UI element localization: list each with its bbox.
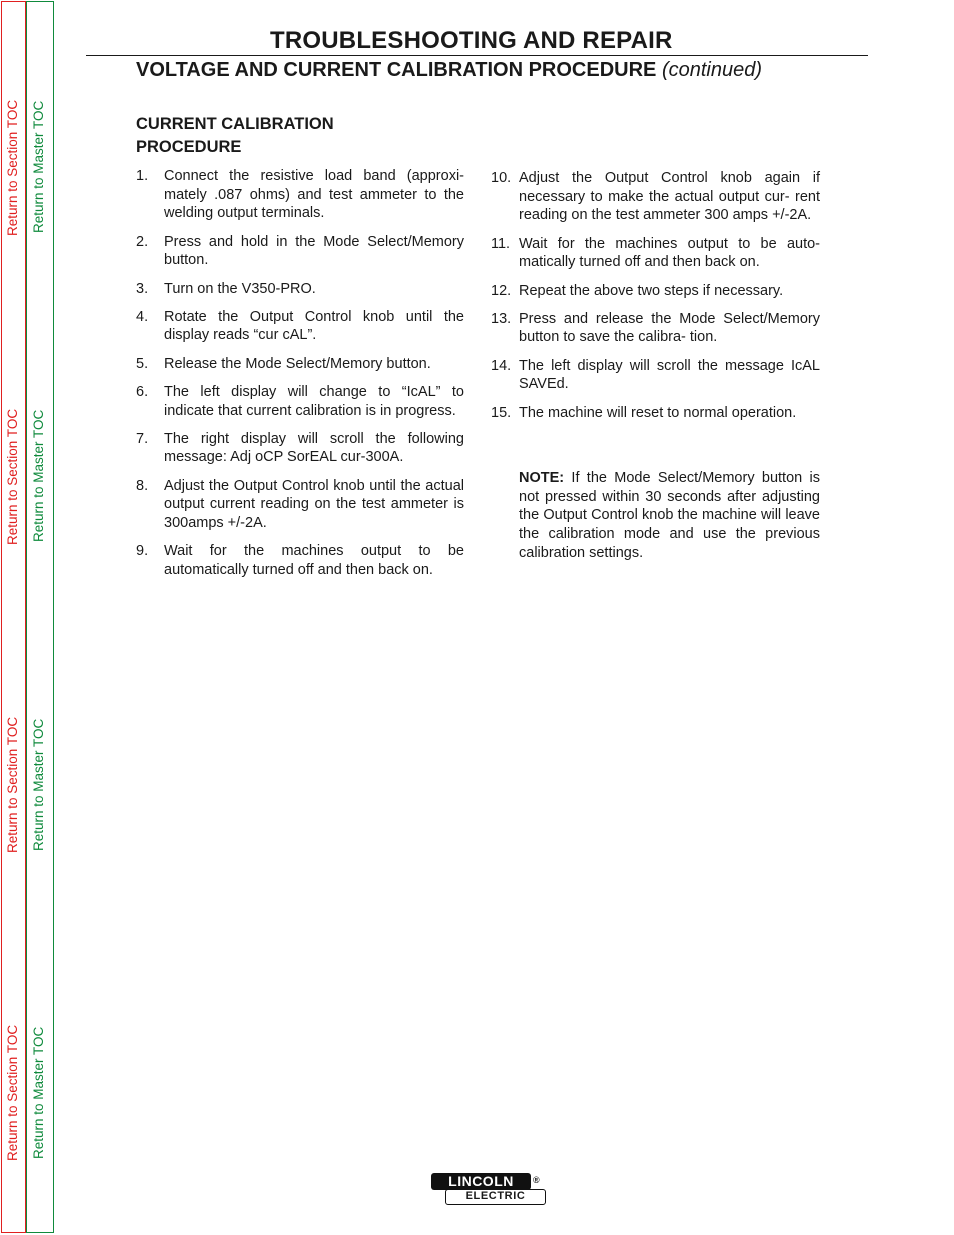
note-text: If the Mode Select/Memory button is not pressed within 30 seconds after adjusting the Output Control knob the machine will leave the calibration mode and use the previous calibration settings.: [519, 470, 820, 561]
step-text: Press and release the Mode Select/Memory button to save the calibra- tion.: [519, 310, 820, 346]
step-text: Adjust the Output Control knob until the actual output current reading on the test ammeter is 300amps +/-2A.: [164, 477, 464, 532]
step-text: The right display will scroll the following message: Adj oCP SorEAL cur-300A.: [164, 430, 464, 466]
step-text: Press and hold in the Mode Select/Memory button.: [164, 233, 464, 269]
step-number: 11.: [491, 235, 511, 252]
step-number: 9.: [136, 543, 149, 560]
step-item: [491, 404, 820, 423]
step-item: [491, 282, 820, 301]
step-text: The left display will change to “IcAL” to indicate that current calibration is in progress.: [164, 383, 464, 419]
step-text: Connect the resistive load band (approxi- mately .087 ohms) and test ammeter to the welding output terminals.: [164, 168, 464, 222]
step-item: [136, 383, 464, 420]
step-text: Wait for the machines output to be automatically turned off and then back on.: [164, 543, 464, 578]
step-text: Repeat the above two steps if necessary.: [519, 282, 784, 299]
page-title: TROUBLESHOOTING AND REPAIR: [270, 27, 673, 54]
step-text: Turn on the V350-PRO.: [164, 280, 316, 297]
return-to-master-toc-link[interactable]: Return to Master TOC: [31, 1026, 46, 1159]
step-item: [136, 233, 464, 270]
step-item: [136, 542, 464, 579]
steps-left-column: [136, 167, 464, 589]
return-to-master-toc-link[interactable]: Return to Master TOC: [31, 718, 46, 851]
step-text: Adjust the Output Control knob again if necessary to make the actual output cur- rent reading on the test ammeter 300 amps +/-2A.: [519, 170, 820, 224]
step-number: 4.: [136, 308, 149, 325]
logo-electric: ELECTRIC: [445, 1189, 546, 1205]
step-number: 12.: [491, 282, 512, 299]
section-heading: [136, 113, 436, 159]
step-number: 8.: [136, 477, 149, 494]
lincoln-electric-logo: [431, 1173, 548, 1207]
subtitle-continued: (continued): [661, 59, 762, 81]
return-to-master-toc-link[interactable]: Return to Master TOC: [31, 100, 46, 233]
step-number: 6.: [136, 383, 149, 400]
step-number: 2.: [136, 233, 149, 250]
title-divider: [86, 55, 868, 56]
step-number: 10.: [491, 170, 512, 186]
step-item: [491, 357, 820, 394]
calibration-note: [519, 469, 820, 563]
step-item: [136, 477, 464, 533]
step-number: 13.: [491, 310, 512, 327]
step-item: [491, 310, 820, 347]
step-item: [136, 167, 464, 223]
step-number: 7.: [136, 430, 149, 447]
step-text: Release the Mode Select/Memory button.: [164, 355, 431, 372]
step-number: 14.: [491, 357, 512, 374]
step-text: Rotate the Output Control knob until the display reads “cur cAL”.: [164, 308, 464, 344]
section-heading-line1: CURRENT CALIBRATION: [136, 115, 334, 133]
return-to-section-toc-link[interactable]: Return to Section TOC: [5, 408, 20, 545]
step-number: 3.: [136, 280, 149, 297]
step-item: [136, 430, 464, 467]
step-item: [491, 169, 820, 225]
step-text: Wait for the machines output to be auto- matically turned off and then back on.: [519, 235, 820, 271]
logo-registered-mark: ®: [533, 1175, 540, 1185]
step-item: [136, 355, 464, 374]
step-number: 5.: [136, 355, 149, 372]
page-subtitle: [136, 59, 762, 82]
subtitle-text: VOLTAGE AND CURRENT CALIBRATION PROCEDURE: [136, 59, 657, 81]
return-to-section-toc-link[interactable]: Return to Section TOC: [5, 1024, 20, 1161]
note-label: NOTE:: [519, 470, 565, 486]
logo-lincoln: LINCOLN: [431, 1173, 531, 1190]
return-to-section-toc-link[interactable]: Return to Section TOC: [5, 99, 20, 236]
step-number: 1.: [136, 168, 149, 184]
step-item: [136, 280, 464, 299]
step-text: The machine will reset to normal operation.: [519, 404, 797, 421]
return-to-section-toc-link[interactable]: Return to Section TOC: [5, 716, 20, 853]
steps-right-column: [491, 169, 820, 432]
step-item: [136, 308, 464, 345]
section-heading-line2: PROCEDURE: [136, 138, 242, 156]
return-to-master-toc-link[interactable]: Return to Master TOC: [31, 409, 46, 542]
step-number: 15.: [491, 404, 512, 421]
step-text: The left display will scroll the message IcAL SAVEd.: [519, 357, 820, 393]
step-item: [491, 235, 820, 272]
